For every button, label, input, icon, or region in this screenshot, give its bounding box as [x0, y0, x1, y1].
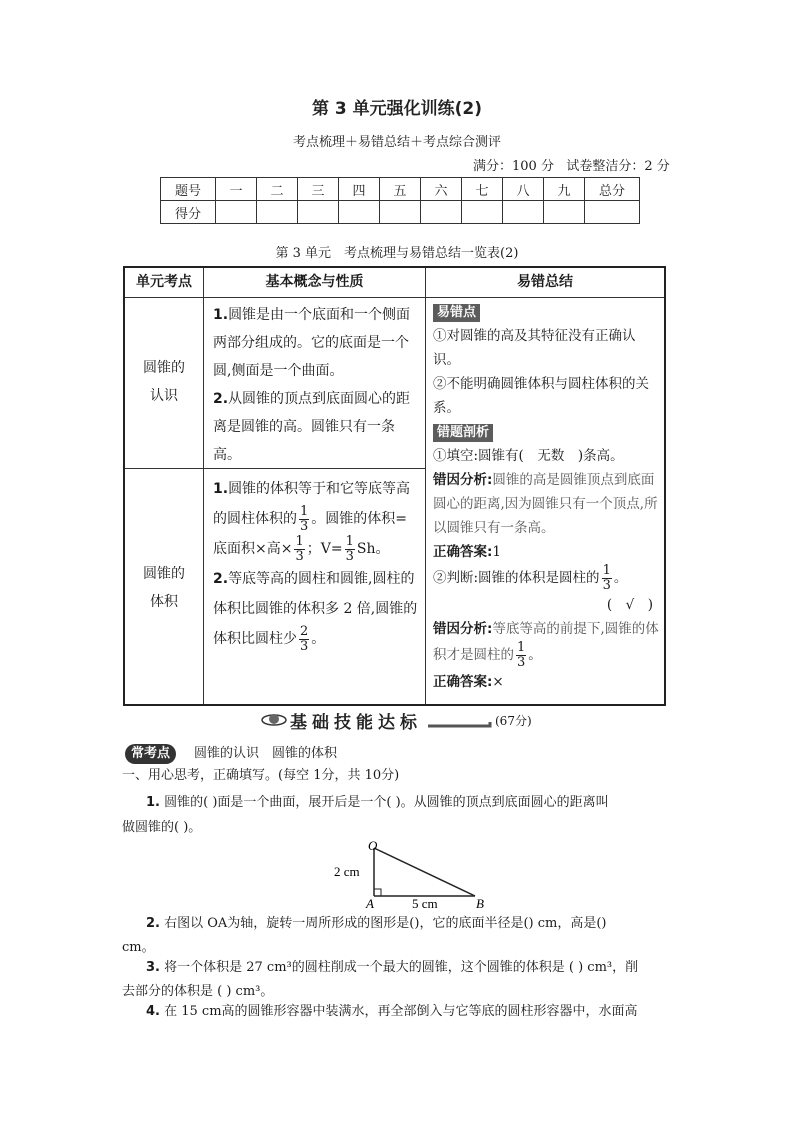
errors-column — [433, 300, 659, 694]
header-concept: 基本概念与性质 — [265, 274, 364, 290]
part1-title: 一、用心思考，正确填写。(每空 1分，共 10分) — [122, 768, 400, 783]
item-number: 1. — [213, 481, 229, 497]
row-label-cone-volume — [125, 560, 203, 616]
column-divider — [203, 268, 204, 704]
full-score: 满分：100 分 — [473, 159, 554, 174]
section-banner — [258, 708, 538, 733]
score-cell[interactable] — [462, 201, 503, 224]
concept-text: 圆锥的体积等于和它等底等高的圆柱体积的 — [213, 481, 411, 527]
cause-text: 。 — [528, 647, 542, 663]
fraction-numerator: 1 — [517, 640, 526, 655]
question-text: 将一个体积是 27 cm³的圆柱削成一个最大的圆锥，这个圆锥的体积是 ( ) cm³，削 — [164, 960, 639, 975]
score-table-score-row — [161, 201, 640, 224]
question-text: 圆锥的( )面是一个曲面，展开后是一个( )。从圆锥的顶点到底面圆心的距离叫 — [164, 795, 609, 810]
score-col-9: 九 — [544, 178, 585, 201]
fraction-one-third — [345, 535, 355, 564]
section-score: (67分) — [495, 714, 532, 728]
header-errors: 易错总结 — [517, 274, 573, 290]
question-3-line-1 — [146, 956, 638, 980]
row-label-line: 圆锥的 — [143, 360, 185, 376]
error-point: ①对圆锥的高及其特征没有正确认识。 — [433, 328, 636, 368]
answer-label: 正确答案: — [433, 674, 493, 690]
score-cell[interactable] — [257, 201, 298, 224]
page-subtitle: 考点梳理＋易错总结＋考点综合测评 — [292, 135, 501, 150]
score-info — [473, 155, 670, 174]
score-col-7: 七 — [462, 178, 503, 201]
score-cell[interactable] — [216, 201, 257, 224]
score-table-row-label: 题号 — [161, 178, 216, 201]
score-cell[interactable] — [380, 201, 421, 224]
answer-text: × — [492, 674, 504, 690]
tag-error-points: 易错点 — [433, 304, 480, 322]
score-cell[interactable] — [298, 201, 339, 224]
cause-text: 圆锥的高是圆锥顶点到底面圆心的距离,因为圆锥只有一个顶点,所以圆锥只有一条高。 — [433, 472, 658, 536]
score-table-row-label: 得分 — [161, 201, 216, 224]
concept-text: 。圆锥的体积=底面积×高× — [213, 511, 408, 557]
question-number: 1. — [146, 795, 160, 810]
concept-text: 圆锥是由一个底面和一个侧面两部分组成的。它的底面是一个圆,侧面是一个曲面。 — [213, 307, 411, 379]
fraction-numerator: 1 — [602, 563, 611, 578]
page-title: 第 3 单元强化训练(2) — [311, 99, 483, 119]
common-points-badge: 常考点 — [125, 744, 176, 764]
question-1-line-2: 做圆锥的( )。 — [122, 820, 202, 835]
neatness-score: 试卷整洁分：2 分 — [566, 159, 670, 174]
summary-caption: 第 3 单元 考点梳理与易错总结一览表(2) — [275, 246, 519, 261]
fraction-numerator: 1 — [300, 503, 309, 519]
fraction-denominator: 3 — [295, 548, 304, 564]
question-3-line-2: 去部分的体积是 ( ) cm³。 — [122, 984, 274, 999]
question-text: 右图以 OA为轴，旋转一周所形成的图形是()，它的底面半径是() cm，高是() — [164, 916, 607, 931]
tag-error-analysis: 错题剖析 — [433, 424, 493, 442]
fraction-numerator: 1 — [295, 533, 304, 549]
section-title: 基础技能达标 — [290, 713, 422, 733]
item-number: 1. — [213, 307, 229, 323]
fraction-denominator: 3 — [345, 548, 354, 564]
score-table-header-row — [161, 178, 640, 201]
question-number: 4. — [146, 1004, 160, 1019]
question-number: 2. — [146, 916, 160, 931]
cause-label: 错因分析: — [433, 472, 493, 488]
answer-text: 1 — [492, 544, 501, 560]
error-question: ①填空:圆锥有( 无数 )条高。 — [433, 448, 624, 464]
concept-text: 等底等高的圆柱和圆锥,圆柱的体积比圆锥的体积多 2 倍,圆锥的体积比圆柱少 — [213, 571, 418, 647]
question-4-line-1 — [146, 1000, 638, 1024]
question-text: 在 15 cm高的圆锥形容器中装满水，再全部倒入与它等底的圆柱形容器中，水面高 — [164, 1004, 638, 1019]
fraction-numerator: 2 — [300, 623, 309, 639]
label-base: 5 cm — [412, 896, 438, 911]
right-angle-mark — [374, 889, 381, 896]
summary-table — [123, 266, 666, 706]
answer-label: 正确答案: — [433, 544, 493, 560]
cause-text: 等底等高的前提下,圆锥的体积才是圆柱的 — [433, 621, 659, 663]
question-number: 3. — [146, 960, 160, 975]
judgement-mark: ( √ ) — [606, 597, 653, 613]
concept-text: Sh。 — [356, 541, 390, 557]
error-question: ②判断:圆锥的体积是圆柱的 — [433, 570, 600, 586]
fraction-denominator: 3 — [300, 518, 309, 534]
row-label-line: 体积 — [150, 594, 178, 610]
fraction-one-third — [294, 535, 304, 564]
score-col-5: 五 — [380, 178, 421, 201]
score-col-6: 六 — [421, 178, 462, 201]
triangle-figure — [330, 838, 500, 912]
fraction-one-third — [602, 564, 612, 593]
label-height: 2 cm — [334, 864, 360, 879]
concept-cone-recognition — [213, 301, 419, 469]
score-cell[interactable] — [585, 201, 640, 224]
score-col-1: 一 — [216, 178, 257, 201]
segment-OB — [374, 848, 475, 896]
fraction-denominator: 3 — [517, 655, 526, 670]
cause-label: 错因分析: — [433, 621, 493, 637]
banner-underline — [428, 722, 490, 726]
concept-text: ；V= — [306, 541, 343, 557]
row-divider — [125, 297, 664, 298]
concept-cone-volume — [213, 474, 419, 654]
label-A: A — [366, 896, 374, 911]
label-O: O — [368, 838, 378, 853]
error-point: ②不能明确圆锥体积与圆柱体积的关系。 — [433, 376, 649, 416]
score-col-4: 四 — [339, 178, 380, 201]
score-col-total: 总分 — [585, 178, 640, 201]
question-1-line-1 — [146, 791, 609, 815]
row-label-line: 圆锥的 — [143, 566, 185, 582]
fraction-one-third — [516, 641, 526, 670]
concept-text: 从圆锥的顶点到底面圆心的距离是圆锥的高。圆锥只有一条高。 — [213, 391, 411, 463]
label-B: B — [476, 896, 484, 911]
score-cell[interactable] — [421, 201, 462, 224]
item-number: 2. — [213, 571, 229, 587]
score-cell[interactable] — [339, 201, 380, 224]
fraction-two-thirds — [299, 625, 309, 654]
row-label-cone-recognition — [125, 354, 203, 410]
planet-icon — [269, 714, 279, 724]
fraction-numerator: 1 — [345, 533, 354, 549]
fraction-denominator: 3 — [300, 638, 309, 654]
score-table — [160, 177, 640, 224]
fraction-one-third — [299, 505, 309, 534]
question-2-line-1 — [146, 912, 606, 936]
score-col-2: 二 — [257, 178, 298, 201]
question-2-line-2: cm。 — [122, 940, 155, 955]
item-number: 2. — [213, 391, 229, 407]
concept-text: 。 — [311, 631, 326, 647]
fraction-denominator: 3 — [602, 578, 611, 593]
score-cell[interactable] — [503, 201, 544, 224]
column-divider — [425, 268, 426, 704]
score-col-8: 八 — [503, 178, 544, 201]
score-col-3: 三 — [298, 178, 339, 201]
error-question-end: 。 — [613, 570, 628, 586]
common-points-topics: 圆锥的认识 圆锥的体积 — [194, 746, 338, 761]
row-label-line: 认识 — [150, 388, 178, 404]
score-cell[interactable] — [544, 201, 585, 224]
header-unit-point: 单元考点 — [136, 274, 192, 290]
